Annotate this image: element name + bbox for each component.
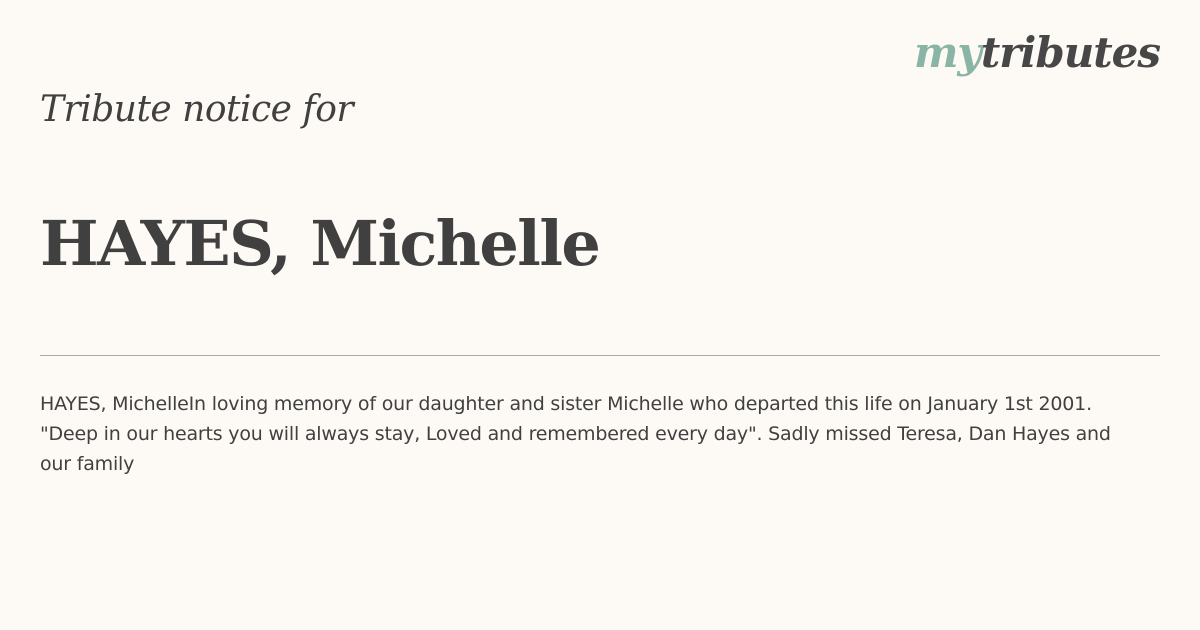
notice-body-text: HAYES, MichelleIn loving memory of our daughter and sister Michelle who departed this life on January 1st 2001. "Deep in our hearts you will always stay, Loved and remembered every day". Sadly missed Teresa, Dan Hayes and our family — [40, 393, 1111, 475]
mytributes-logo[interactable] — [913, 28, 1160, 77]
section-divider — [40, 355, 1160, 356]
deceased-name-title: HAYES, Michelle — [40, 207, 600, 280]
tribute-notice-subtitle: Tribute notice for — [40, 89, 354, 130]
logo-part-my: my — [913, 28, 981, 77]
logo-part-tributes: tributes — [980, 28, 1160, 77]
